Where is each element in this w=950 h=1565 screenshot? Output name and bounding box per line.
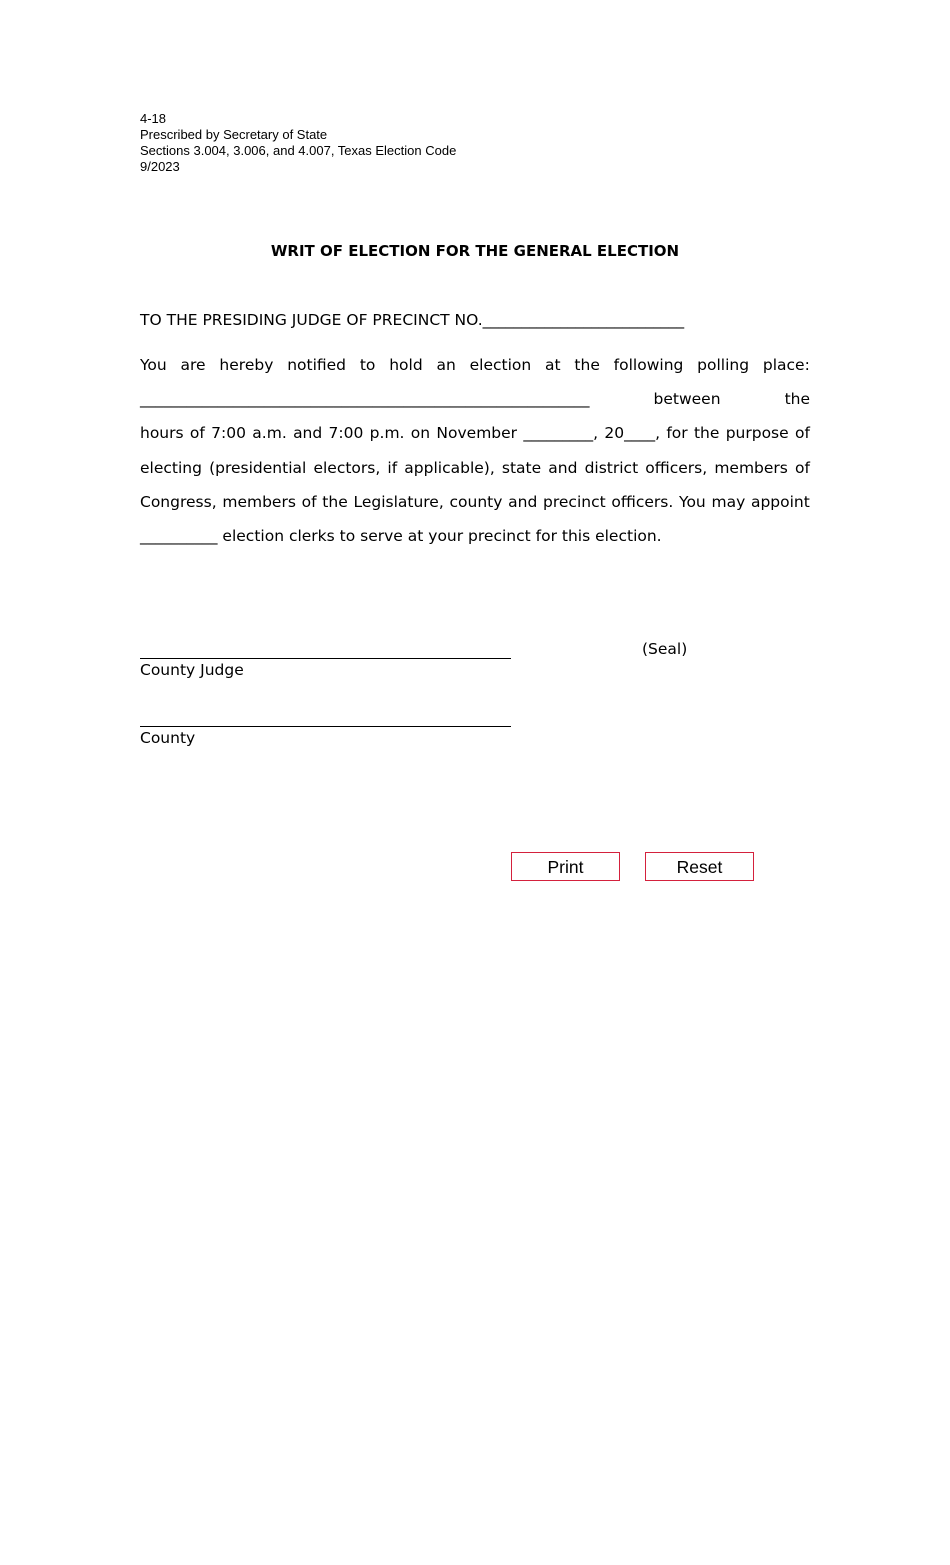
paragraph-word: and [548,458,578,477]
paragraph-word: members [714,458,788,477]
precinct-line: TO THE PRESIDING JUDGE OF PRECINCT NO.__________________________ [140,311,685,329]
paragraph-word: purpose [725,424,789,443]
paragraph-word: hereby [219,356,274,374]
paragraph-word: for [666,424,688,443]
prescribed-by: Prescribed by Secretary of State [140,127,328,142]
paragraph-word: the [784,390,810,409]
paragraph-word: if [387,458,398,477]
paragraph-word: appoint [750,492,810,511]
paragraph-word: You [140,356,167,374]
paragraph-word: are [180,356,206,374]
paragraph-word: (presidential [209,458,307,477]
paragraph-word: of [794,424,810,443]
county-signature-line [140,706,511,727]
paragraph-word: Legislature, [353,492,444,511]
paragraph-line [140,490,810,524]
paragraph-word: officers, [645,458,708,477]
paragraph-word: notified [287,356,347,374]
paragraph-line [140,353,810,387]
paragraph-word: a.m. [252,424,287,443]
paragraph-word: an [436,356,456,374]
paragraph-line [140,456,810,490]
paragraph-word: the [322,492,348,511]
paragraph-word: polling [697,356,750,374]
paragraph-word: of [795,458,810,477]
paragraph-word: on [410,424,431,443]
paragraph-word: may [711,492,746,511]
paragraph-word: county [449,492,503,511]
paragraph-word: of [301,492,317,511]
paragraph-word: officers. [611,492,674,511]
paragraph-word: and [293,424,323,443]
county-label: County [140,729,196,747]
paragraph-word: You [679,492,706,511]
paragraph-word: and [508,492,538,511]
paragraph-word: precinct [543,492,606,511]
paragraph-word: place: [762,356,810,374]
code-sections: Sections 3.004, 3.006, and 4.007, Texas Election Code [140,143,457,158]
county-judge-signature [140,638,511,679]
paragraph-word: Congress, [140,492,217,511]
paragraph-word: of [189,424,205,443]
paragraph-word: electors, [313,458,381,477]
paragraph-line [140,421,810,455]
paragraph-last-line: __________ election clerks to serve at your precinct for this election. [140,526,662,545]
paragraph-word: hold [389,356,423,374]
paragraph-word: p.m. [369,424,405,443]
paragraph-line [140,387,810,421]
paragraph-word: between [653,390,721,409]
paragraph-word: _________, [523,424,599,443]
paragraph-word: election [469,356,532,374]
paragraph-word: hours [140,424,184,443]
form-header [140,111,456,175]
paragraph-word: following [613,356,684,374]
paragraph-word: members [222,492,296,511]
paragraph-word: the [693,424,720,443]
paragraph-word: to [359,356,376,374]
revision-date: 9/2023 [140,159,180,174]
paragraph-word: state [501,458,542,477]
paragraph-word: applicable), [404,458,495,477]
paragraph-word: the [574,356,600,374]
paragraph-word: district [584,458,639,477]
paragraph-word: electing [140,458,202,477]
paragraph-word: 7:00 [328,424,364,443]
seal-label: (Seal) [642,640,688,658]
paragraph-word: November [436,424,518,443]
reset-button[interactable]: Reset [645,852,754,881]
paragraph-word: 7:00 [211,424,246,443]
document-title: WRIT OF ELECTION FOR THE GENERAL ELECTION [270,242,680,260]
county-judge-label: County Judge [140,661,244,679]
county-signature [140,706,511,747]
form-number: 4-18 [140,111,167,126]
print-button[interactable]: Print [511,852,620,881]
paragraph-word: 20____, [604,424,661,443]
paragraph-word: at [545,356,561,374]
paragraph-word: __________________________________________________________ [140,390,590,409]
county-judge-signature-line [140,638,511,659]
writ-paragraph [140,353,810,558]
